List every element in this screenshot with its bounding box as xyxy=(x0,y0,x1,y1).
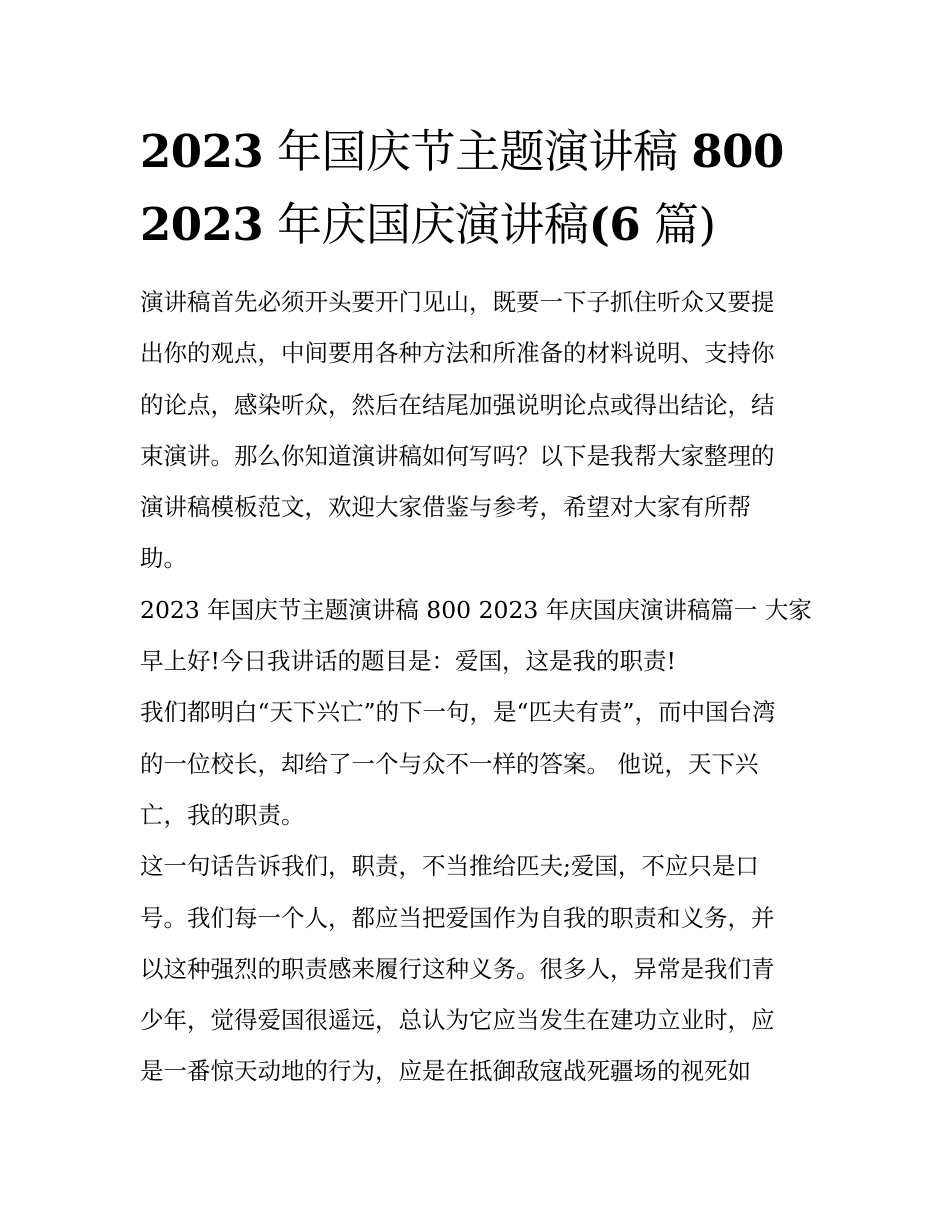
document-body xyxy=(140,277,815,1098)
paragraph-responsibility xyxy=(140,841,815,1097)
text-line: 2023 年国庆节主题演讲稿 800 2023 年庆国庆演讲稿篇一 大家 xyxy=(140,595,812,624)
text-line: 的一位校长，却给了一个与众不一样的答案。 他说，天下兴 xyxy=(140,749,759,778)
text-line: 是一番惊天动地的行为，应是在抵御敌寇战死疆场的视死如 xyxy=(140,1057,751,1086)
text-line: 演讲稿首先必须开头要开门见山，既要一下子抓住听众又要提 xyxy=(140,288,775,316)
paragraph-speech-heading xyxy=(140,585,815,688)
title-line-1 xyxy=(140,115,820,188)
title-line-2 xyxy=(140,188,820,261)
text-line: 演讲稿模板范文，欢迎大家借鉴与参考，希望对大家有所帮 xyxy=(140,493,751,522)
text-line: 少年，觉得爱国很遥远，总认为它应当发生在建功立业时，应 xyxy=(140,1006,775,1035)
title-line-1-number: 800 xyxy=(691,125,784,178)
paragraph-saying xyxy=(140,687,815,841)
title-line-2-count: (6 xyxy=(588,198,641,251)
text-line: 出你的观点，中间要用各种方法和所准备的材料说明、支持你 xyxy=(140,339,775,368)
text-line: 这一句话告诉我们，职责，不当推给匹夫;爱国，不应只是口 xyxy=(140,852,759,881)
title-line-2-text: 年庆国庆演讲稿 xyxy=(263,198,589,251)
text-line: 束演讲。那么你知道演讲稿如何写吗？以下是我帮大家整理的 xyxy=(140,441,775,470)
title-line-2-year: 2023 xyxy=(140,198,264,251)
text-line: 以这种强烈的职责感来履行这种义务。很多人，异常是我们青 xyxy=(140,954,775,983)
document-title xyxy=(140,115,820,261)
title-line-1-text: 年国庆节主题演讲稿 xyxy=(263,125,692,178)
text-line: 助。 xyxy=(140,544,187,573)
text-line: 号。我们每一个人，都应当把爱国作为自我的职责和义务，并 xyxy=(140,903,775,932)
text-line: 亡，我的职责。 xyxy=(140,800,305,829)
title-line-1-year: 2023 xyxy=(140,125,264,178)
text-line: 早上好!今日我讲话的题目是：爱国，这是我的职责! xyxy=(140,647,676,676)
title-line-2-suffix: 篇) xyxy=(640,198,716,251)
text-line: 的论点，感染听众，然后在结尾加强说明论点或得出结论，结 xyxy=(140,390,775,419)
text-line: 我们都明白“天下兴亡”的下一句，是“匹夫有责”，而中国台湾 xyxy=(140,698,776,727)
paragraph-intro xyxy=(140,277,815,585)
